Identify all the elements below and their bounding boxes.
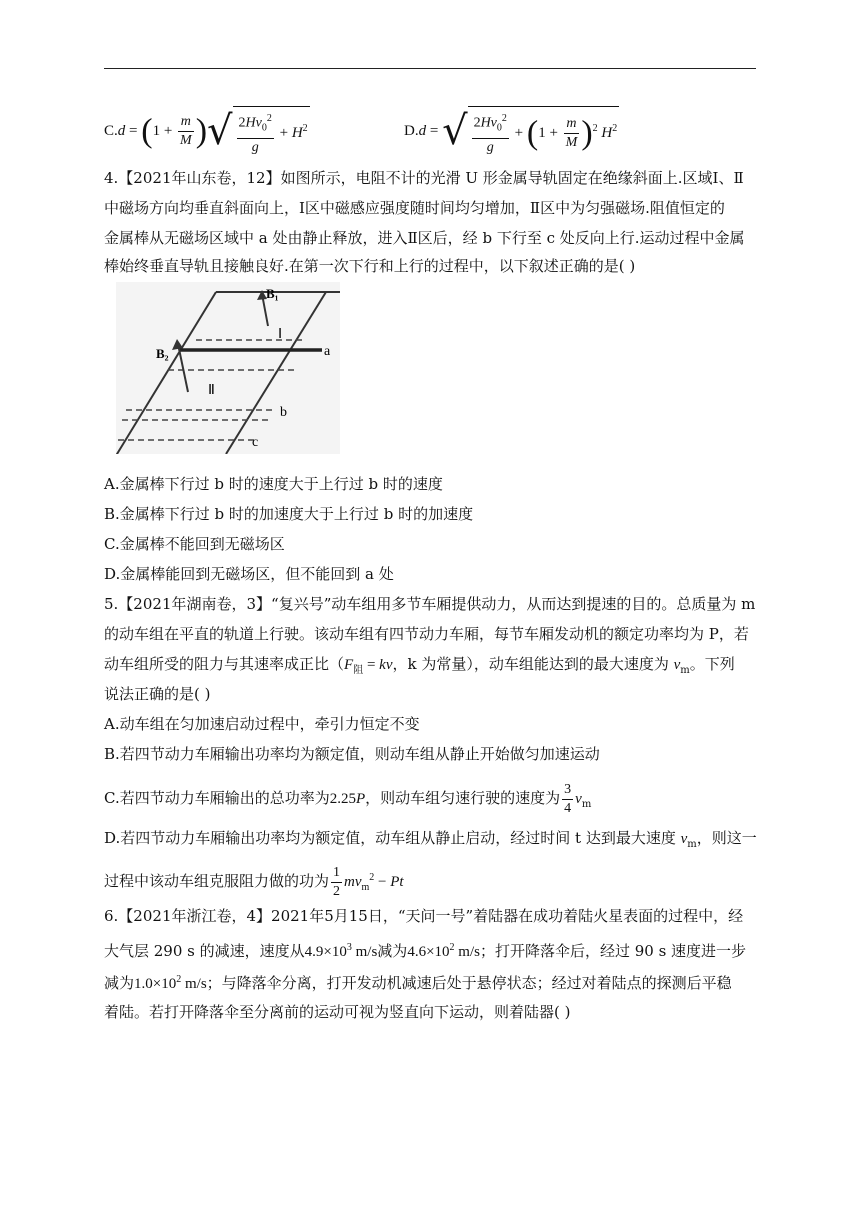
q4-stem-line4: 棒始终垂直导轨且接触良好.在第一次下行和上行的过程中，以下叙述正确的是( ) [104, 257, 636, 275]
q6-stem-line4: 着陆。若打开降落伞至分离前的运动可视为竖直向下运动，则着陆器( ) [104, 1003, 571, 1021]
q4-option-b: B.金属棒下行过 b 时的加速度大于上行过 b 时的加速度 [104, 505, 474, 523]
q5-option-c: C.若四节动力车厢输出的总功率为2.25P，则动车组匀速行驶的速度为 $\frac{3}{4}$ $v_m$ [104, 781, 592, 816]
q5-option-b: B.若四节动力车厢输出功率均为额定值，则动车组从静止开始做匀加速运动 [104, 745, 600, 763]
label-a: a [324, 344, 331, 359]
q4-stem-line3: 金属棒从无磁场区域中 a 处由静止释放，进入Ⅱ区后，经 b 下行至 c 处反向上行.运动过程中金属 [104, 229, 745, 247]
q5-stem-line3: 动车组所受的阻力与其速率成正比（$F_阻$ = kv，k 为常量），动车组能达到的最大速度为 $v_m$。下列 [104, 655, 735, 676]
q4-stem-line2: 中磁场方向均垂直斜面向上，Ⅰ区中磁感应强度随时间均匀增加，Ⅱ区中为匀强磁场.阻值恒定的 [104, 199, 725, 217]
q5-stem-line1: 5.【2021年湖南卷，3】“复兴号”动车组用多节车厢提供动力，从而达到提速的目的。总质量为 m [104, 595, 756, 613]
q5-stem-line2: 的动车组在平直的轨道上行驶。该动车组有四节动力车厢，每节车厢发动机的额定功率均为 P，若 [104, 625, 749, 643]
q6-stem-line3: 减为$1.0\times 10^2$ m/s；与降落伞分离，打开发动机减速后处于悬停状态；经过对着陆点的探测后平稳 [104, 974, 732, 992]
header-rule [104, 68, 756, 69]
q6-stem-line2: 大气层 290 s 的减速，速度从$4.9\times 10^3$ m/s减为$4.6\times 10^2$ m/s；打开降落伞后，经过 90 s 速度进一步 [104, 942, 747, 960]
rail-right [226, 292, 326, 454]
q3-option-c: C.d = (1 + $\frac{m}{M}$ )√ $\frac{2Hv_0^2}{g}$ + $H^2$ [104, 106, 310, 150]
q4-stem-line1: 4.【2021年山东卷，12】如图所示，电阻不计的光滑 U 形金属导轨固定在绝缘斜面上.区域Ⅰ、Ⅱ [104, 169, 744, 187]
q5-stem-line4: 说法正确的是( ) [104, 685, 211, 703]
q5-option-a: A.动车组在匀加速启动过程中，牵引力恒定不变 [104, 715, 420, 733]
label-b2: B₂ [156, 346, 169, 361]
q6-stem-line1: 6.【2021年浙江卷，4】2021年5月15日，“天问一号”着陆器在成功着陆火星表面的过程中，经 [104, 907, 744, 925]
q4-figure-svg [116, 282, 340, 454]
q4-option-d: D.金属棒能回到无磁场区，但不能回到 a 处 [104, 565, 394, 583]
label-b1: B₁ [266, 286, 279, 301]
label-region-ii: Ⅱ [208, 383, 215, 398]
q4-option-a: A.金属棒下行过 b 时的速度大于上行过 b 时的速度 [104, 475, 443, 493]
q4-figure [116, 282, 340, 454]
label-b: b [280, 405, 287, 420]
q3-option-d: D.d = √ $\frac{2Hv_0^2}{g}$ + (1 + $\frac{m}{M}$ )$^2$ $H^2$ [404, 106, 619, 150]
q5-option-d-line1: D.若四节动力车厢输出功率均为额定值，动车组从静止启动，经过时间 t 达到最大速度 $v_m$，则这一 [104, 829, 757, 850]
label-c: c [252, 435, 259, 450]
rail-left [116, 292, 216, 454]
q5-option-d-line2: 过程中该动车组克服阻力做的功为 $\frac{1}{2}$ $mv_m^2 - Pt$ [104, 864, 404, 899]
label-region-i: Ⅰ [278, 327, 283, 342]
q4-option-c: C.金属棒不能回到无磁场区 [104, 535, 285, 553]
